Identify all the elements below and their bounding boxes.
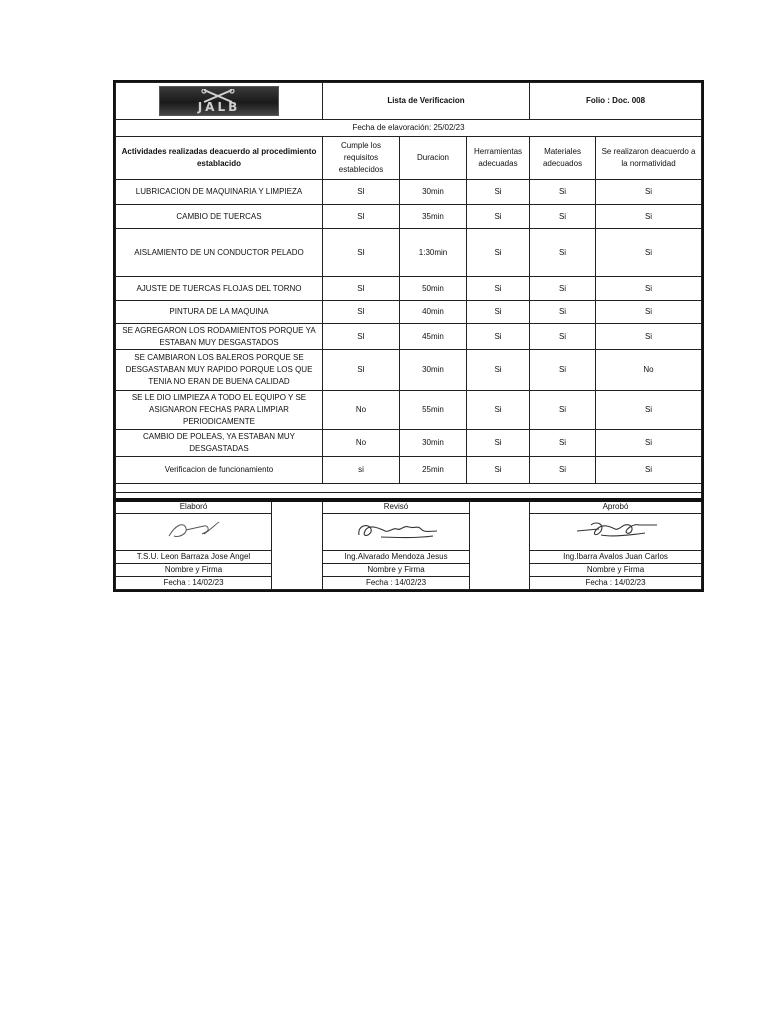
aprobo-date: Fecha : 14/02/23	[530, 577, 702, 590]
normatividad-cell: Si	[596, 391, 702, 430]
table-row	[116, 301, 702, 324]
company-logo	[159, 86, 279, 116]
elaboro-label: Elaboró	[116, 501, 272, 514]
col-header-normatividad: Se realizaron deacuerdo a la normatividad	[596, 137, 702, 180]
normatividad-cell: Si	[596, 301, 702, 324]
col-header-herramientas: Herramientas adecuadas	[467, 137, 530, 180]
herramientas-cell: Si	[467, 180, 530, 205]
duracion-cell: 30min	[400, 350, 467, 391]
aprobo-name: Ing.Ibarra Avalos Juan Carlos	[530, 551, 702, 564]
elaboro-signature	[116, 514, 272, 551]
signature-gap	[272, 501, 323, 590]
aprobo-label: Aprobó	[530, 501, 702, 514]
col-header-cumple: Cumple los requisitos establecidos	[323, 137, 400, 180]
cumple-cell: SI	[323, 277, 400, 301]
reviso-name: Ing.Alvarado Mendoza Jesus	[323, 551, 470, 564]
activity-cell: CAMBIO DE POLEAS, YA ESTABAN MUY DESGASTADAS	[116, 430, 323, 457]
herramientas-cell: Si	[467, 324, 530, 350]
activity-cell: AJUSTE DE TUERCAS FLOJAS DEL TORNO	[116, 277, 323, 301]
cumple-cell: No	[323, 430, 400, 457]
materiales-cell: Si	[530, 277, 596, 301]
normatividad-cell: Si	[596, 277, 702, 301]
signature-icon	[164, 518, 224, 542]
normatividad-cell: Si	[596, 430, 702, 457]
elaboration-date: Fecha de elavoración: 25/02/23	[116, 120, 702, 137]
cumple-cell: SI	[323, 301, 400, 324]
materiales-cell: Si	[530, 324, 596, 350]
activity-cell: SE LE DIO LIMPIEZA A TODO EL EQUIPO Y SE ASIGNARON FECHAS PARA LIMPIAR PERIODICAMENTE	[116, 391, 323, 430]
normatividad-cell: Si	[596, 229, 702, 277]
herramientas-cell: Si	[467, 457, 530, 484]
document-title: Lista de Verificacion	[323, 83, 530, 120]
folio-number: Folio : Doc. 008	[530, 83, 702, 120]
verification-document	[115, 82, 701, 590]
table-row	[116, 205, 702, 229]
col-header-duracion: Duracion	[400, 137, 467, 180]
reviso-firma-label: Nombre y Firma	[323, 564, 470, 577]
table-row	[116, 229, 702, 277]
duracion-cell: 35min	[400, 205, 467, 229]
materiales-cell: Si	[530, 391, 596, 430]
table-row	[116, 430, 702, 457]
signature-icon	[571, 517, 661, 543]
aprobo-firma-label: Nombre y Firma	[530, 564, 702, 577]
materiales-cell: Si	[530, 229, 596, 277]
reviso-signature	[323, 514, 470, 551]
normatividad-cell: Si	[596, 324, 702, 350]
signature-table	[115, 500, 702, 590]
materiales-cell: Si	[530, 457, 596, 484]
aprobo-signature	[530, 514, 702, 551]
herramientas-cell: Si	[467, 277, 530, 301]
herramientas-cell: Si	[467, 430, 530, 457]
col-header-materiales: Materiales adecuados	[530, 137, 596, 180]
table-row	[116, 180, 702, 205]
cumple-cell: SI	[323, 229, 400, 277]
materiales-cell: Si	[530, 205, 596, 229]
cumple-cell: si	[323, 457, 400, 484]
col-header-actividades: Actividades realizadas deacuerdo al procedimiento establacido	[116, 137, 323, 180]
duracion-cell: 40min	[400, 301, 467, 324]
duracion-cell: 25min	[400, 457, 467, 484]
normatividad-cell: Si	[596, 457, 702, 484]
logo-cell	[116, 83, 323, 120]
elaboro-firma-label: Nombre y Firma	[116, 564, 272, 577]
activity-cell: SE AGREGARON LOS RODAMIENTOS PORQUE YA ESTABAN MUY DESGASTADOS	[116, 324, 323, 350]
normatividad-cell: No	[596, 350, 702, 391]
cumple-cell: SI	[323, 324, 400, 350]
spacer	[116, 484, 702, 493]
materiales-cell: Si	[530, 350, 596, 391]
activity-cell: AISLAMIENTO DE UN CONDUCTOR PELADO	[116, 229, 323, 277]
reviso-label: Revisó	[323, 501, 470, 514]
table-row	[116, 324, 702, 350]
cumple-cell: SI	[323, 350, 400, 391]
materiales-cell: Si	[530, 430, 596, 457]
herramientas-cell: Si	[467, 391, 530, 430]
signature-gap	[470, 501, 530, 590]
duracion-cell: 30min	[400, 430, 467, 457]
activity-cell: CAMBIO DE TUERCAS	[116, 205, 323, 229]
cumple-cell: SI	[323, 205, 400, 229]
elaboro-date: Fecha : 14/02/23	[116, 577, 272, 590]
cumple-cell: SI	[323, 180, 400, 205]
activity-cell: Verificacion de funcionamiento	[116, 457, 323, 484]
materiales-cell: Si	[530, 301, 596, 324]
herramientas-cell: Si	[467, 229, 530, 277]
table-row	[116, 350, 702, 391]
logo-text: JALB	[197, 100, 241, 114]
duracion-cell: 30min	[400, 180, 467, 205]
duracion-cell: 1:30min	[400, 229, 467, 277]
table-row	[116, 457, 702, 484]
materiales-cell: Si	[530, 180, 596, 205]
reviso-date: Fecha : 14/02/23	[323, 577, 470, 590]
normatividad-cell: Si	[596, 205, 702, 229]
verification-table	[115, 82, 702, 500]
table-row	[116, 391, 702, 430]
herramientas-cell: Si	[467, 205, 530, 229]
signature-icon	[351, 517, 441, 543]
elaboro-name: T.S.U. Leon Barraza Jose Angel	[116, 551, 272, 564]
herramientas-cell: Si	[467, 350, 530, 391]
activity-cell: PINTURA DE LA MAQUINA	[116, 301, 323, 324]
duracion-cell: 55min	[400, 391, 467, 430]
table-row	[116, 277, 702, 301]
duracion-cell: 50min	[400, 277, 467, 301]
activity-cell: LUBRICACION DE MAQUINARIA Y LIMPIEZA	[116, 180, 323, 205]
herramientas-cell: Si	[467, 301, 530, 324]
duracion-cell: 45min	[400, 324, 467, 350]
normatividad-cell: Si	[596, 180, 702, 205]
spacer	[116, 493, 702, 500]
cumple-cell: No	[323, 391, 400, 430]
activity-cell: SE CAMBIARON LOS BALEROS PORQUE SE DESGASTABAN MUY RAPIDO PORQUE LOS QUE TENIA NO ERAN DE BUENA CALIDAD	[116, 350, 323, 391]
